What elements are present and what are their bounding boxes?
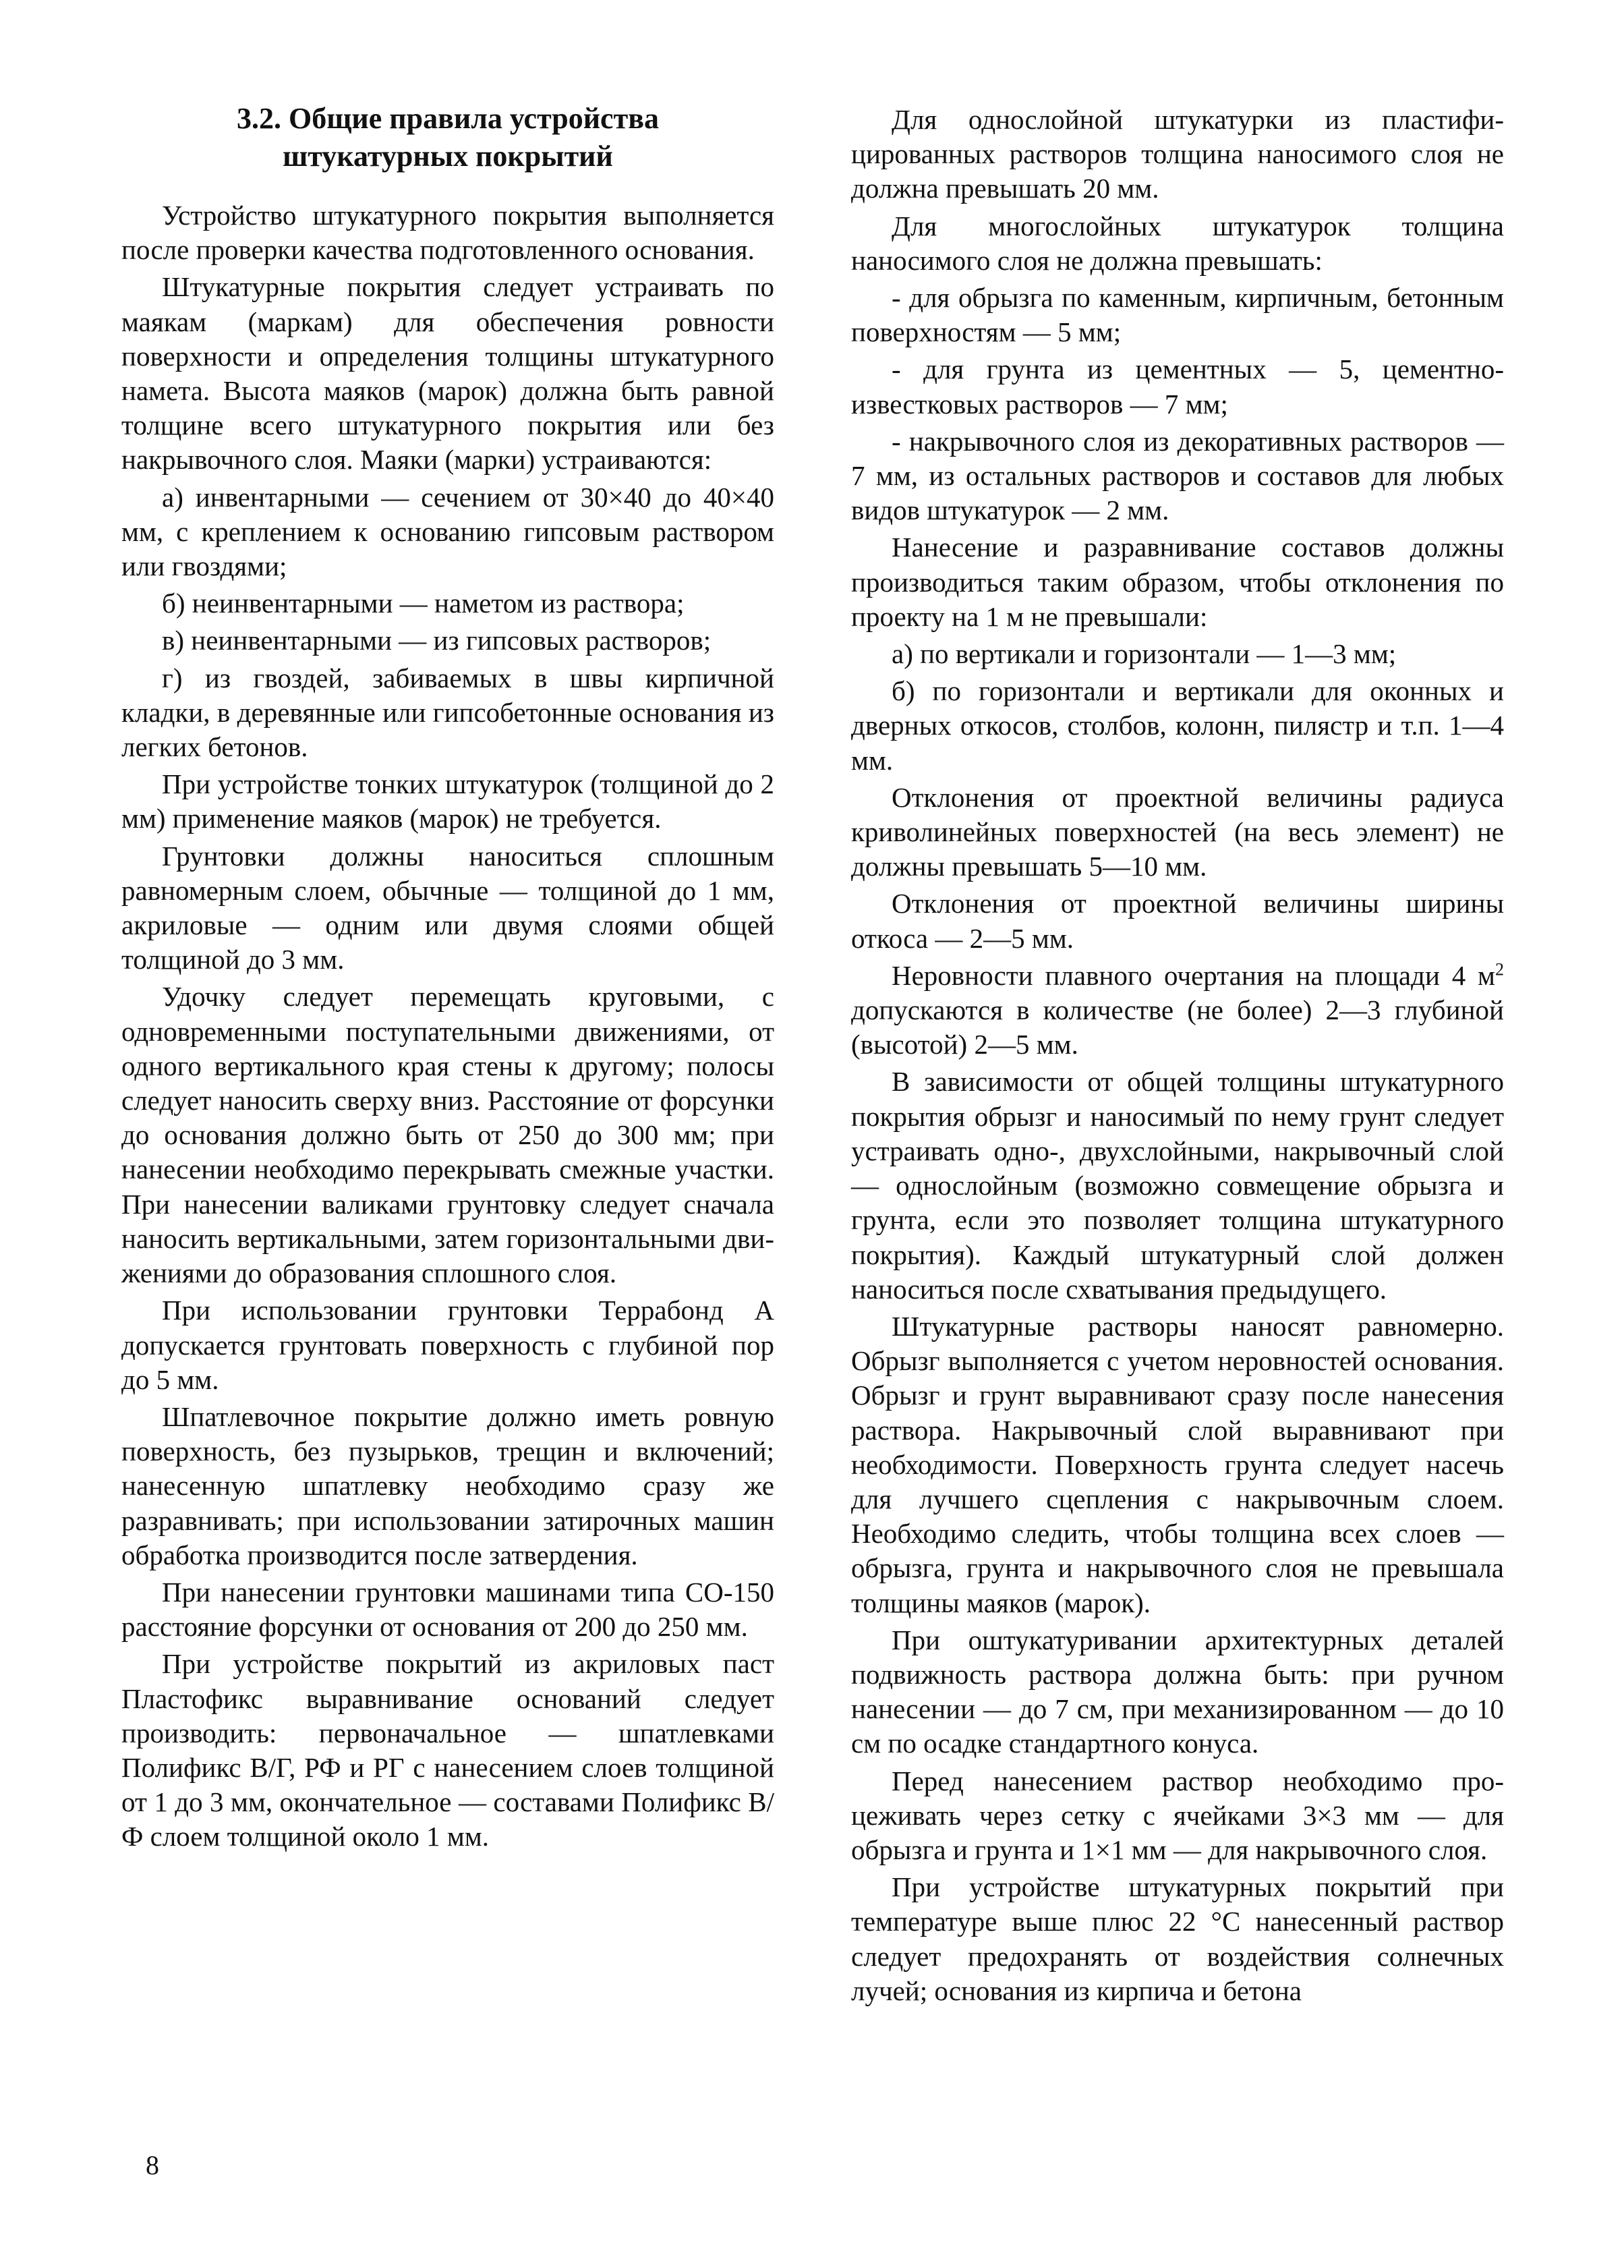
paragraph: При использовании грунтовки Террабонд А допускается грунтовать поверхность с глубиной пор до 5 мм. xyxy=(121,1295,774,1395)
paragraph: Устройство штукатурного покрытия выполняется после проверки качества подготовленного основания. xyxy=(121,200,774,266)
section-title xyxy=(121,100,774,175)
left-column xyxy=(121,100,774,1857)
paragraph-text: Неровности плавного очертания на площади 4 м xyxy=(892,959,1495,991)
paragraph: Удочку следует перемещать круговыми, с одновременными поступательными движениями, от одного вертикального края стены к другому; полосы следует наносить сверху вниз. Расстояние от форсунки до основания должно быть от 250 до 300 мм; при нанесении необходимо перекрывать смежные участки. При нанесении валиками грунтовку следует сначала наносить вертикальными, затем горизонтальными движениями до образования сплошного слоя. xyxy=(121,981,774,1289)
list-item: б) неинвентарными — наметом из раствора; xyxy=(162,588,685,619)
paragraph: Шпатлевочное покрытие должно иметь ровную поверхность, без пузырьков, трещин и включений; нанесенную шпатлевку необходимо сразу же разравнивать; при использовании затирочных машин обработка производится после затвердения. xyxy=(121,1400,774,1570)
list-item: г) из гвоздей, забиваемых в швы кирпичной кладки, в деревянные или гипсобетонные основания из легких бетонов. xyxy=(121,662,774,763)
paragraph: При устройстве тонких штукатурок (толщиной до 2 мм) применение маяков (марок) не требуется. xyxy=(121,768,774,834)
paragraph: При оштукатуривании архитектурных деталей подвижность раствора должна быть: при ручном нанесении — до 7 см, при механизированном — до 10 см по осадке стандартного конуса. xyxy=(851,1624,1504,1759)
paragraph: Штукатурные покрытия следует устраивать по маякам (маркам) для обеспечения ровности поверхности и определения толщины штукатурного намета. Высота маяков (марок) должна быть равной толщине всего штукатурного покрытия или без накрывочного слоя. Маяки (марки) устраиваются: xyxy=(121,271,774,476)
paragraph: В зависимости от общей толщины штукатурного покрытия обрызг и наносимый по нему грунт следует устраивать одно-, двухслойными, накрывочный слой — однослойным (возможно совмещение обрызга и грунта, если это позволяет толщина штукатурного покрытия). Каждый штукатурный слой должен наноситься после схватывания предыдущего. xyxy=(851,1066,1504,1305)
list-item: а) инвентарными — сечением от 30×40 до 40×40 мм, с креплением к основанию гипсовым раствором или гвоздями; xyxy=(121,481,774,582)
paragraph: При устройстве покрытий из акриловых паст Пластофикс выравнивание оснований следует производить: первоначальное — шпатлевками Полификс В/Г, РФ и РГ с нанесением слоев толщиной от 1 до 3 мм, окончательное — составами Полификс В/Ф слоем толщиной около 1 мм. xyxy=(121,1648,774,1852)
paragraph: Штукатурные растворы наносят равномерно. Обрызг выполняется с учетом неровностей основания. Обрызг и грунт выравнивают сразу после нанесения раствора. Накрывочный слой выравнивают при необходимости. Поверхность грунта следует насечь для лучшего сцепления с накрывочным слоем. Необходимо следить, чтобы толщина всех слоев — обрызга, грунта и накрывочного слоя не превышала толщины маяков (марок). xyxy=(851,1310,1504,1618)
page-number: 8 xyxy=(146,2150,159,2180)
paragraph: Нанесение и разравнивание составов должны производиться таким образом, чтобы отклонения по проекту на 1 м не превышали: xyxy=(851,532,1504,632)
paragraph: Отклонения от проектной величины радиуса криволинейных поверхностей (на весь элемент) не должны превышать 5—10 мм. xyxy=(851,781,1504,882)
list-item: а) по вертикали и горизонтали — 1—3 мм; xyxy=(892,638,1397,670)
superscript: 2 xyxy=(1495,959,1504,980)
paragraph: При устройстве штукатурных покрытий при температуре выше плюс 22 °С нанесенный раствор следует предохранять от воздействия солнечных лучей; основания из кирпича и бетона xyxy=(851,1871,1504,2006)
paragraph: При нанесении грунтовки машинами типа СО-150 расстояние форсунки от основания от 200 до 250 мм. xyxy=(121,1576,774,1643)
list-item: - для грунта из цементных — 5, цементно-известковых растворов — 7 мм; xyxy=(851,353,1504,420)
paragraph: Перед нанесением раствор необходимо процеживать через сетку с ячейками 3×3 мм — для обрызга и грунта и 1×1 мм — для накрывочного слоя. xyxy=(851,1765,1504,1865)
list-item: б) по горизонтали и вертикали для оконных и дверных откосов, столбов, колонн, пилястр и т.п. 1—4 мм. xyxy=(851,675,1504,776)
list-item: - накрывочного слоя из декоративных растворов — 7 мм, из остальных растворов и составов для любых видов штукатурок — 2 мм. xyxy=(851,425,1504,526)
paragraph: Для однослойной штукатурки из пластифицированных растворов толщина наносимого слоя не должна превышать 20 мм. xyxy=(851,104,1504,204)
right-column xyxy=(851,103,1504,2011)
paragraph: Грунтовки должны наноситься сплошным равномерным слоем, обычные — толщиной до 1 мм, акриловые — одним или двумя слоями общей толщиной до 3 мм. xyxy=(121,840,774,975)
section-title-line-2: штукатурных покрытий xyxy=(283,140,613,173)
paragraph xyxy=(851,959,1504,1062)
list-item: в) неинвентарными — из гипсовых растворов; xyxy=(162,625,712,656)
paragraph-text: допускаются в количестве (не более) 2—3 глубиной (высотой) 2—5 мм. xyxy=(851,994,1504,1060)
section-title-line-1: 3.2. Общие правила устройства xyxy=(237,102,659,135)
paragraph: Отклонения от проектной величины ширины откоса — 2—5 мм. xyxy=(851,888,1504,954)
list-item: - для обрызга по каменным, кирпичным, бетонным поверхностям — 5 мм; xyxy=(851,282,1504,348)
paragraph: Для многослойных штукатурок толщина наносимого слоя не должна превышать: xyxy=(851,210,1504,276)
